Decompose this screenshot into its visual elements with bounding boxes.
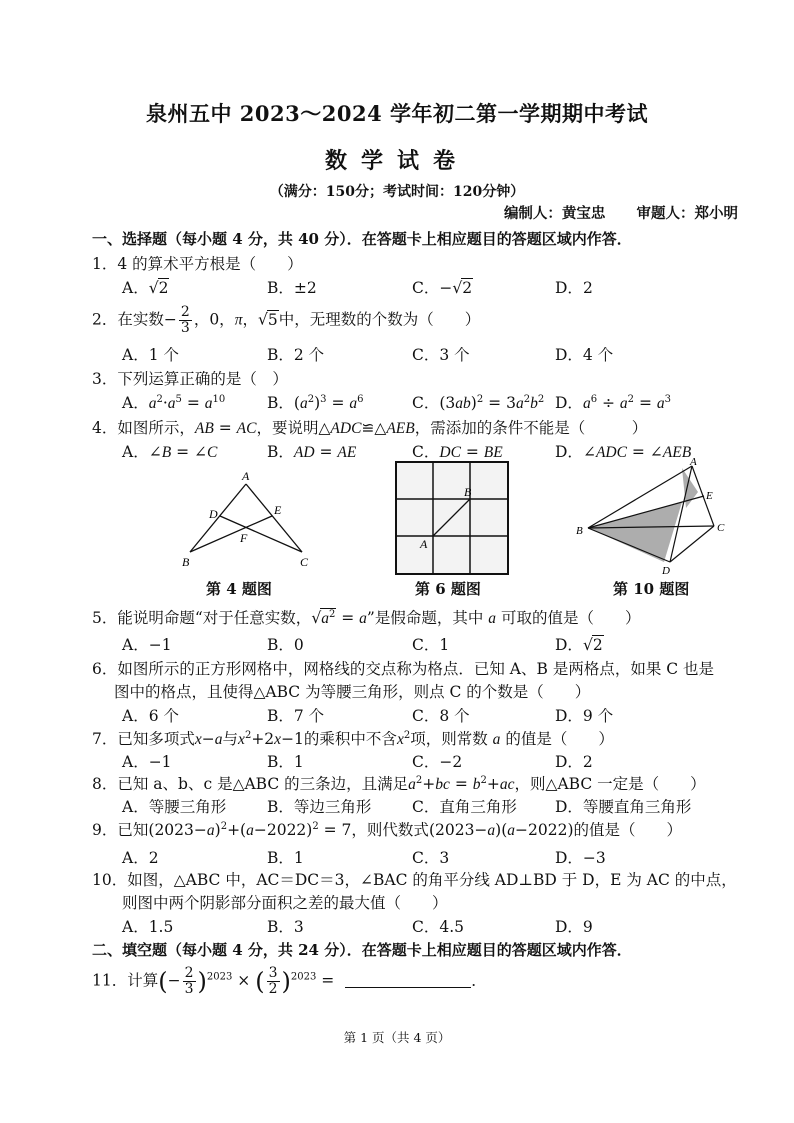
exam-subject: 数学试卷 — [324, 148, 469, 174]
q9-option-c: C．3 — [412, 849, 450, 867]
q3-option-a: A．$a^2\cdot a^5 = a^{10}$ — [122, 393, 226, 412]
q1-option-d: D．2 — [555, 279, 593, 297]
q2-stem: 2．在实数− $\frac{2}{3}$ ，0，π，√5中，无理数的个数为（ ） — [92, 304, 481, 336]
page-footer: 第 1 页（共 4 页） — [343, 1030, 451, 1045]
q1-stem: 1．4 的算术平方根是（ ） — [92, 255, 303, 273]
q8-option-b: B．等边三角形 — [267, 798, 372, 816]
svg-text:E: E — [274, 503, 282, 517]
svg-text:C: C — [300, 555, 309, 569]
q3-option-c: C．$(3ab)^2 = 3a^2b^2$ — [412, 393, 545, 412]
q4-option-c: C．DC = BE — [412, 443, 503, 461]
q6-option-c: C．8 个 — [412, 707, 470, 725]
q5-stem: 5．能说明命题“对于任意实数，$√a^2 = a$”是假命题，其中 a 可取的值是（ ） — [92, 608, 641, 627]
q2-option-d: D．4 个 — [555, 346, 614, 364]
q10-option-b: B．3 — [267, 918, 304, 936]
q7-option-b: B．1 — [267, 753, 304, 771]
q10-option-c: C．4.5 — [412, 918, 465, 936]
q8-option-a: A．等腰三角形 — [122, 798, 227, 816]
q7-option-c: C．−2 — [412, 753, 463, 771]
q9-option-d: D．−3 — [555, 849, 606, 867]
q6-line2: 图中的格点，且使得△ABC 为等腰三角形，则点 C 的个数是（ ） — [114, 683, 591, 701]
figure-4 — [176, 466, 326, 576]
q1-option-b: B．±2 — [267, 279, 317, 297]
exam-title: 泉州五中 2023～2024 学年初二第一学期期中考试 — [145, 101, 648, 126]
q9-stem: 9．已知$(2023-a)^2+(a-2022)^2 = 7$，则代数式(2023−a)(a−2022)的值是（ ） — [92, 820, 683, 839]
figure-10-caption: 第 10 题图 — [613, 580, 690, 598]
q3-stem: 3．下列运算正确的是（ ） — [92, 370, 288, 388]
q2-option-c: C．3 个 — [412, 346, 470, 364]
q3-option-b: B．$(a^2)^3 = a^6$ — [267, 393, 364, 412]
q7-option-d: D．2 — [555, 753, 593, 771]
svg-text:D: D — [662, 565, 670, 576]
svg-text:E: E — [706, 490, 713, 502]
svg-text:B: B — [464, 485, 472, 499]
figure-6 — [392, 458, 514, 578]
q10-option-a: A．1.5 — [122, 918, 174, 936]
q4-stem: 4．如图所示，AB = AC，要说明△ADC≌△AEB，需添加的条件不能是（ ） — [92, 419, 648, 437]
q11-answer-blank — [345, 973, 471, 988]
q6-option-b: B．7 个 — [267, 707, 325, 725]
svg-text:D: D — [209, 507, 218, 521]
q1-option-c: C．−√2 — [412, 279, 473, 297]
q1-option-a: A．√2 — [122, 279, 169, 297]
figure-4-caption: 第 4 题图 — [206, 580, 272, 598]
q7-option-a: A．−1 — [122, 753, 172, 771]
q7-stem: 7．已知多项式x−a与$x^2+2x-1$的乘积中不含$x^2$项，则常数 a 的值是（ ） — [92, 729, 614, 748]
figure-6-caption: 第 6 题图 — [415, 580, 481, 598]
editor: 编制人：黄宝忠 — [503, 205, 606, 222]
q8-stem: 8．已知 a、b、c 是△ABC 的三条边，且满足$a^2+bc = b^2+ac$，则△ABC 一定是（ ） — [92, 774, 706, 793]
q2-option-a: A．1 个 — [122, 346, 179, 364]
editors-line — [478, 202, 738, 223]
section1-heading: 一、选择题（每小题 4 分，共 40 分）．在答题卡上相应题目的答题区域内作答． — [92, 230, 632, 248]
figure-10 — [574, 456, 734, 576]
svg-text:A: A — [690, 456, 697, 468]
reviewer: 审题人：郑小明 — [636, 205, 738, 222]
q8-option-d: D．等腰直角三角形 — [555, 798, 692, 816]
q4-option-a: A．∠B = ∠C — [122, 443, 218, 461]
q9-option-a: A．2 — [122, 849, 159, 867]
section2-heading: 二、填空题（每小题 4 分，共 24 分）．在答题卡上相应题目的答题区域内作答． — [92, 941, 632, 959]
q5-option-d: D．√2 — [555, 636, 603, 654]
q4-option-d: D．∠ADC = ∠AEB — [555, 443, 692, 461]
svg-text:C: C — [717, 522, 725, 534]
svg-text:A: A — [420, 537, 428, 551]
q8-option-c: C．直角三角形 — [412, 798, 517, 816]
q6-line1: 6．如图所示的正方形网格中，网格线的交点称为格点．已知 A、B 是两格点，如果 C 也是 — [92, 660, 715, 678]
q4-option-b: B．AD = AE — [267, 443, 357, 461]
q10-line1: 10．如图，△ABC 中，AC＝DC＝3，∠BAC 的角平分线 AD⊥BD 于 D，E 为 AC 的中点， — [92, 871, 737, 889]
svg-text:A: A — [242, 469, 250, 483]
q5-option-a: A．−1 — [122, 636, 172, 654]
q6-option-a: A．6 个 — [122, 707, 179, 725]
q6-option-d: D．9 个 — [555, 707, 614, 725]
exam-info: （满分：150分；考试时间：120分钟） — [269, 184, 525, 200]
q10-line2: 则图中两个阴影部分面积之差的最大值（ ） — [122, 894, 448, 912]
q11-stem: 11．计算(− $\frac{2}{3}$ )$^{2023}$ × ( $\frac{3}{2}$ )$^{2023}$ = ． — [92, 965, 487, 997]
q9-option-b: B．1 — [267, 849, 304, 867]
q2-option-b: B．2 个 — [267, 346, 325, 364]
svg-text:F: F — [240, 531, 248, 545]
q5-option-c: C．1 — [412, 636, 450, 654]
q5-option-b: B．0 — [267, 636, 304, 654]
svg-text:B: B — [576, 525, 583, 537]
q3-option-d: D．$a^6 \div a^2 = a^3$ — [555, 393, 671, 412]
q10-option-d: D．9 — [555, 918, 593, 936]
svg-text:B: B — [182, 555, 190, 569]
